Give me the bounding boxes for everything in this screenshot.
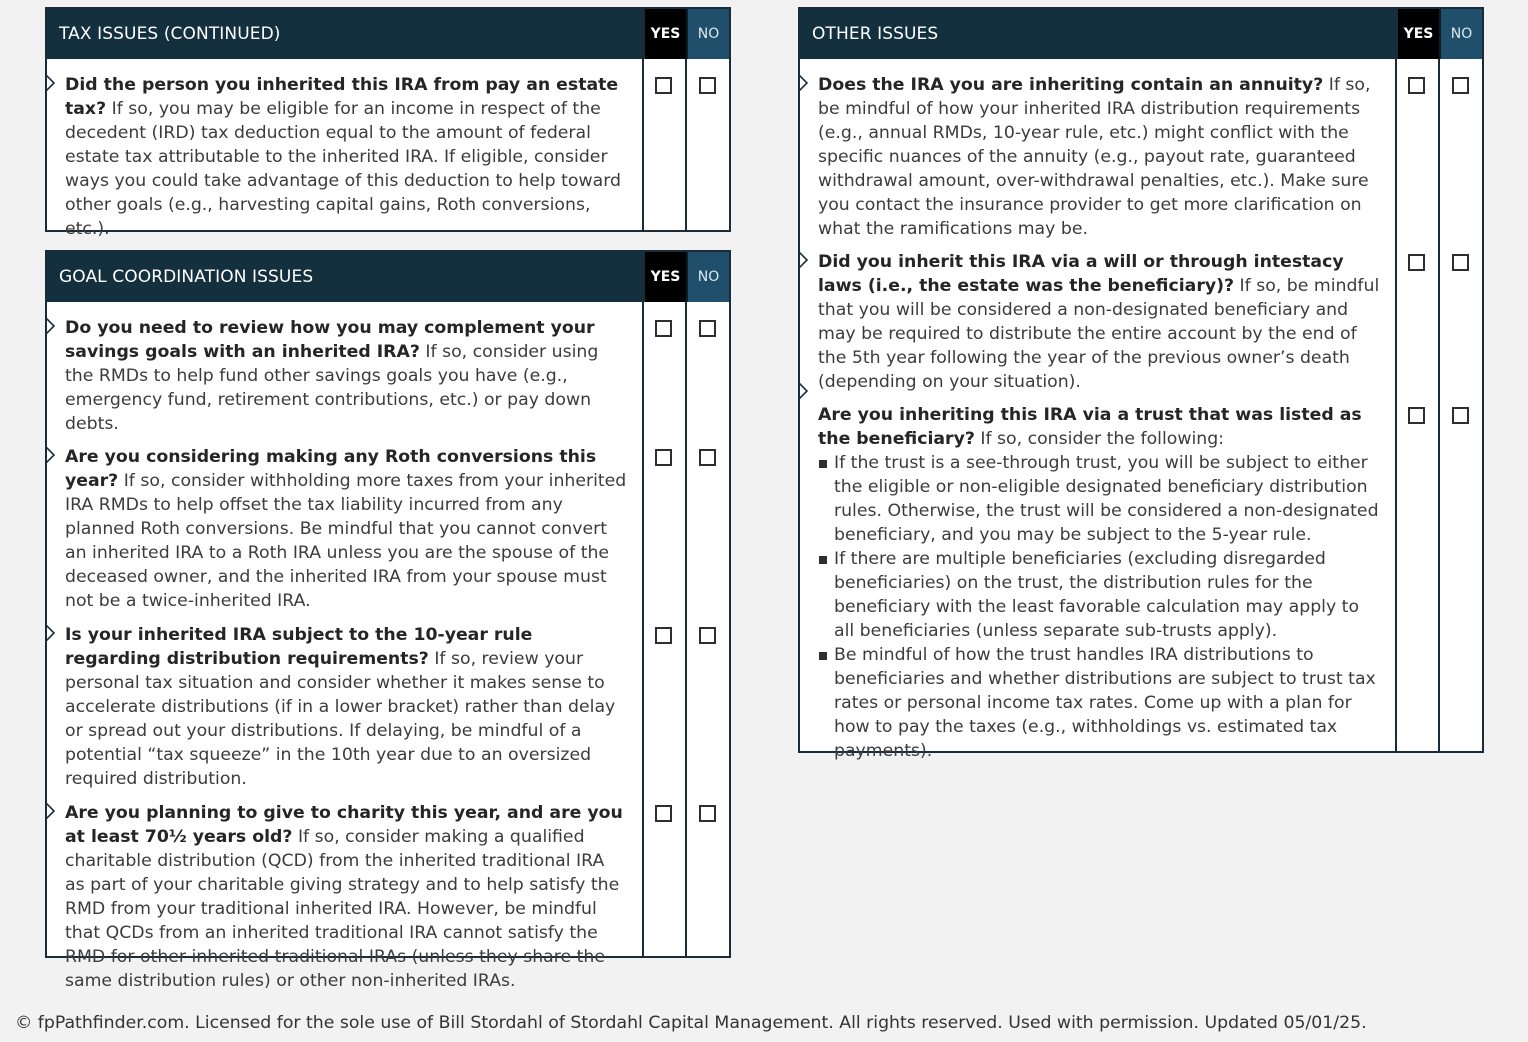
no-checkbox[interactable] bbox=[1452, 407, 1469, 424]
question-roth-conversions bbox=[47, 436, 729, 613]
question-text bbox=[47, 316, 641, 436]
no-checkbox[interactable] bbox=[1452, 254, 1469, 271]
question-detail: If so, review your personal tax situation and consider whether it makes sense to accelerate distributions (if in a lower bracket) rather than delay or spread out your distributions. If delaying, be mindful of a potential “tax squeeze” in the 10th year due to an oversized required distribution. bbox=[65, 649, 616, 789]
question-heading: Is your inherited IRA subject to the 10-year rule regarding distribution requirements? bbox=[65, 625, 533, 669]
question-text bbox=[47, 801, 641, 993]
chevron-right-icon bbox=[799, 75, 808, 91]
no-checkbox[interactable] bbox=[699, 77, 716, 94]
yes-column-header: YES bbox=[1396, 9, 1439, 59]
question-text bbox=[800, 73, 1394, 241]
no-column-header: NO bbox=[686, 252, 729, 302]
tax-issues-title: TAX ISSUES (CONTINUED) bbox=[59, 24, 281, 44]
tax-issues-panel bbox=[45, 7, 731, 239]
question-complement-savings bbox=[47, 302, 729, 436]
question-trust-beneficiary bbox=[800, 394, 1482, 763]
tax-issues-header bbox=[47, 9, 729, 59]
copyright-footer: © fpPathfinder.com. Licensed for the sole use of Bill Stordahl of Stordahl Capital Management. All rights reserved. Used with permission. Updated 05/01/25. bbox=[15, 1013, 1367, 1033]
question-text bbox=[47, 445, 641, 613]
goal-coordination-body bbox=[47, 302, 729, 991]
question-detail: If so, you may be eligible for an income in respect of the decedent (IRD) tax deduction equal to the amount of federal estate tax attributable to the inherited IRA. If eligible, consider ways you could take advantage of this deduction to help toward other goals (e.g., harvesting capital gains, Roth conversions, etc.). bbox=[65, 99, 621, 239]
question-text bbox=[47, 623, 641, 791]
list-item: If the trust is a see-through trust, you will be subject to either the eligible or non-eligible designated beneficiary distribution rules. Otherwise, the trust will be considered a non-designated beneficiary, and you may be subject to the 5-year rule. bbox=[818, 451, 1380, 547]
chevron-right-icon bbox=[799, 252, 808, 268]
no-checkbox[interactable] bbox=[1452, 77, 1469, 94]
question-detail: If so, consider making a qualified charitable distribution (QCD) from the inherited traditional IRA as part of your charitable giving strategy and to help satisfy the RMD from your traditional inherited IRA. However, be mindful that QCDs from an inherited traditional IRA cannot satisfy the RMD for other inherited traditional IRAs (unless they share the same distribution rules) or other non-inherited IRAs. bbox=[65, 827, 620, 991]
chevron-right-icon bbox=[46, 318, 55, 334]
chevron-right-icon bbox=[46, 447, 55, 463]
trust-bullet-list bbox=[818, 451, 1380, 763]
tax-issues-body bbox=[47, 59, 729, 239]
question-heading: Are you planning to give to charity this year, and are you at least 70½ years old? bbox=[65, 803, 623, 847]
question-heading: Did the person you inherited this IRA from pay an estate tax? bbox=[65, 75, 619, 119]
question-detail: If so, consider using the RMDs to help fund other savings goals you have (e.g., emergency fund, retirement contributions, etc.) or pay down debts. bbox=[65, 342, 599, 434]
yes-checkbox[interactable] bbox=[655, 320, 672, 337]
question-ten-year-rule bbox=[47, 613, 729, 791]
yes-checkbox[interactable] bbox=[1408, 407, 1425, 424]
goal-coordination-header bbox=[47, 252, 729, 302]
chevron-right-icon bbox=[46, 75, 55, 91]
no-checkbox[interactable] bbox=[699, 627, 716, 644]
other-issues-header bbox=[800, 9, 1482, 59]
question-annuity bbox=[800, 59, 1482, 241]
yes-checkbox[interactable] bbox=[1408, 254, 1425, 271]
goal-coordination-panel bbox=[45, 250, 731, 991]
yes-checkbox[interactable] bbox=[655, 805, 672, 822]
other-issues-title: OTHER ISSUES bbox=[812, 24, 939, 44]
yes-checkbox[interactable] bbox=[1408, 77, 1425, 94]
chevron-right-icon bbox=[46, 803, 55, 819]
yes-column-header: YES bbox=[643, 9, 686, 59]
other-issues-body bbox=[800, 59, 1482, 761]
question-detail: If so, be mindful of how your inherited IRA distribution requirements (e.g., annual RMDs, 10-year rule, etc.) might conflict with the specific nuances of the annuity (e.g., payout rate, guaranteed withdrawal amount, over-withdrawal penalties, etc.). Make sure you contact the insurance provider to get more clarification on what the ramifications may be. bbox=[818, 75, 1371, 239]
chevron-right-icon bbox=[799, 383, 808, 399]
question-estate-tax bbox=[47, 59, 729, 241]
question-heading: Did you inherit this IRA via a will or through intestacy laws (i.e., the estate was the beneficiary)? bbox=[818, 252, 1344, 296]
yes-checkbox[interactable] bbox=[655, 627, 672, 644]
list-item: Be mindful of how the trust handles IRA distributions to beneficiaries and whether distributions are subject to trust tax rates or personal income tax rates. Come up with a plan for how to pay the taxes (e.g., withholdings vs. estimated tax payments). bbox=[818, 643, 1380, 763]
no-checkbox[interactable] bbox=[699, 805, 716, 822]
yes-column-header: YES bbox=[643, 252, 686, 302]
question-text bbox=[47, 73, 641, 241]
question-detail: If so, consider the following: bbox=[980, 429, 1225, 449]
question-detail: If so, consider withholding more taxes from your inherited IRA RMDs to help offset the tax liability incurred from any planned Roth conversions. Be mindful that you cannot convert an inherited IRA to a Roth IRA unless you are the spouse of the deceased owner, and the inherited IRA from your spouse must not be a twice-inherited IRA. bbox=[65, 471, 627, 611]
list-item: If there are multiple beneficiaries (excluding disregarded beneficiaries) on the trust, the distribution rules for the beneficiary with the least favorable calculation may apply to all beneficiaries (unless separate sub-trusts apply). bbox=[818, 547, 1380, 643]
question-heading: Are you considering making any Roth conversions this year? bbox=[65, 447, 597, 491]
no-column-header: NO bbox=[1439, 9, 1482, 59]
other-issues-panel bbox=[798, 7, 1484, 761]
yes-checkbox[interactable] bbox=[655, 77, 672, 94]
question-will-intestacy bbox=[800, 241, 1482, 394]
question-heading: Does the IRA you are inheriting contain an annuity? bbox=[818, 75, 1324, 95]
goal-coordination-title: GOAL COORDINATION ISSUES bbox=[59, 267, 314, 287]
no-column-header: NO bbox=[686, 9, 729, 59]
question-detail: If so, be mindful that you will be considered a non-designated beneficiary and may be required to distribute the entire account by the end of the 5th year following the year of the previous owner’s death (depending on your situation). bbox=[818, 276, 1380, 392]
question-text bbox=[800, 250, 1394, 394]
question-text bbox=[800, 403, 1394, 763]
question-heading: Are you inheriting this IRA via a trust that was listed as the beneficiary? bbox=[818, 405, 1362, 449]
yes-checkbox[interactable] bbox=[655, 449, 672, 466]
question-charity-qcd bbox=[47, 791, 729, 993]
chevron-right-icon bbox=[46, 625, 55, 641]
no-checkbox[interactable] bbox=[699, 320, 716, 337]
no-checkbox[interactable] bbox=[699, 449, 716, 466]
question-heading: Do you need to review how you may complement your savings goals with an inherited IRA? bbox=[65, 318, 595, 362]
